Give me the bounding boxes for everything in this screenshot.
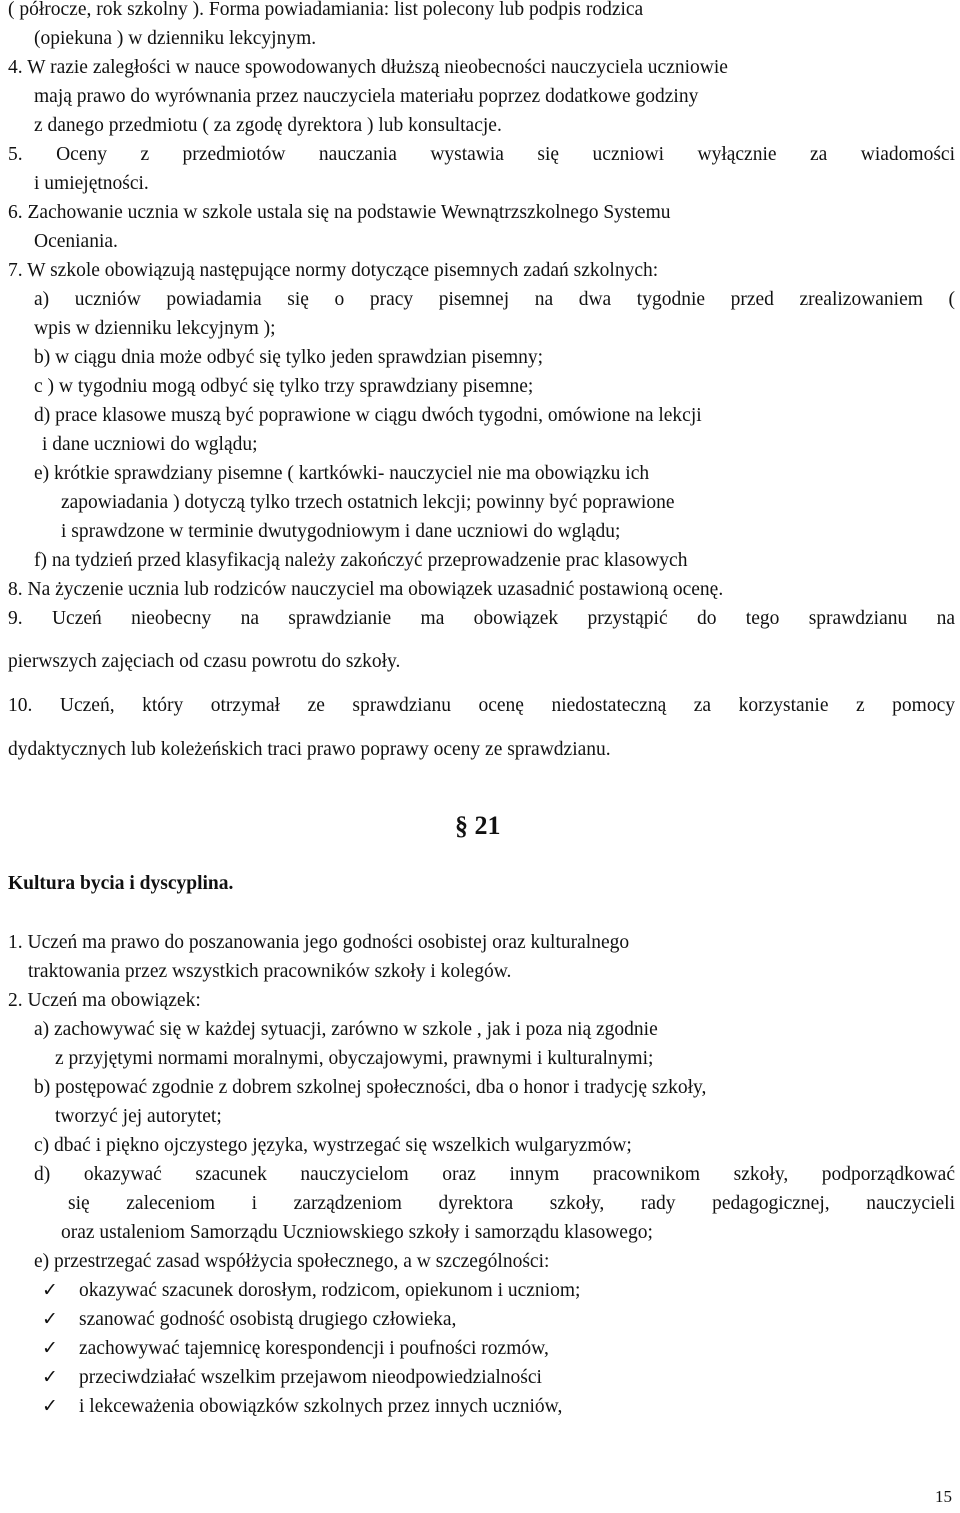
text-line: 5. Oceny z przedmiotów nauczania wystawia się uczniowi wyłącznie za wiadomości	[8, 144, 955, 165]
text-line: i sprawdzone w terminie dwutygodniowym i dane uczniowi do wglądu;	[61, 521, 621, 542]
text-line: ( półrocze, rok szkolny ). Forma powiadamiania: list polecony lub podpis rodzica	[8, 0, 644, 20]
text-line: Oceniania.	[34, 231, 118, 252]
check-mark-icon: ✓	[42, 1337, 58, 1359]
text-line: wpis w dzienniku lekcyjnym );	[34, 318, 276, 339]
text-line: c ) w tygodniu mogą odbyć się tylko trzy sprawdziany pisemne;	[34, 376, 534, 397]
text-line: d) prace klasowe muszą być poprawione w ciągu dwóch tygodni, omówione na lekcji	[34, 405, 702, 426]
text-line: 2. Uczeń ma obowiązek:	[8, 990, 201, 1011]
list-item: zachowywać tajemnicę korespondencji i poufności rozmów,	[79, 1338, 549, 1359]
text-line: c) dbać i piękno ojczystego języka, wystrzegać się wszelkich wulgaryzmów;	[34, 1135, 632, 1156]
text-line: e) przestrzegać zasad współżycia społecznego, a w szczególności:	[34, 1251, 550, 1272]
text-line: 1. Uczeń ma prawo do poszanowania jego godności osobistej oraz kulturalnego	[8, 932, 630, 953]
text-line: zapowiadania ) dotyczą tylko trzech ostatnich lekcji; powinny być poprawione	[61, 492, 675, 513]
list-item: przeciwdziałać wszelkim przejawom nieodpowiedzialności	[79, 1367, 542, 1388]
text-line: f) na tydzień przed klasyfikacją należy zakończyć przeprowadzenie prac klasowych	[34, 550, 688, 571]
text-line: (opiekuna ) w dzienniku lekcyjnym.	[34, 28, 317, 49]
text-line: i dane uczniowi do wglądu;	[42, 434, 258, 455]
check-mark-icon: ✓	[42, 1395, 58, 1417]
text-line: b) w ciągu dnia może odbyć się tylko jeden sprawdzian pisemny;	[34, 347, 544, 368]
text-line: a) zachowywać się w każdej sytuacji, zarówno w szkole , jak i poza nią zgodnie	[34, 1019, 658, 1040]
text-line: traktowania przez wszystkich pracowników szkoły i kolegów.	[28, 961, 512, 982]
text-line: 8. Na życzenie ucznia lub rodziców nauczyciel ma obowiązek uzasadnić postawioną ocenę.	[8, 579, 724, 600]
list-item: szanować godność osobistą drugiego człowieka,	[79, 1309, 457, 1330]
text-line: 7. W szkole obowiązują następujące normy dotyczące pisemnych zadań szkolnych:	[8, 260, 659, 281]
text-line: e) krótkie sprawdziany pisemne ( kartkówki- nauczyciel nie ma obowiązku ich	[34, 463, 650, 484]
text-line: oraz ustaleniom Samorządu Uczniowskiego szkoły i samorządu klasowego;	[61, 1222, 653, 1243]
text-line: pierwszych zajęciach od czasu powrotu do szkoły.	[8, 651, 401, 672]
text-line: dydaktycznych lub koleżeńskich traci prawo poprawy oceny ze sprawdzianu.	[8, 739, 611, 760]
text-line: d) okazywać szacunek nauczycielom oraz innym pracownikom szkoły, podporządkować	[34, 1164, 955, 1185]
text-line: z danego przedmiotu ( za zgodę dyrektora ) lub konsultacje.	[34, 115, 502, 136]
text-line: 9. Uczeń nieobecny na sprawdzianie ma obowiązek przystąpić do tego sprawdzianu na	[8, 608, 955, 629]
list-item: i lekceważenia obowiązków szkolnych przez innych uczniów,	[79, 1396, 563, 1417]
text-line: z przyjętymi normami moralnymi, obyczajowymi, prawnymi i kulturalnymi;	[55, 1048, 654, 1069]
text-line: mają prawo do wyrównania przez nauczyciela materiału poprzez dodatkowe godziny	[34, 86, 699, 107]
text-line: i umiejętności.	[34, 173, 149, 194]
list-item: okazywać szacunek dorosłym, rodzicom, opiekunom i uczniom;	[79, 1280, 581, 1301]
section-title: Kultura bycia i dyscyplina.	[8, 873, 234, 894]
text-line: 10. Uczeń, który otrzymał ze sprawdzianu ocenę niedostateczną za korzystanie z pomocy	[8, 695, 955, 716]
check-mark-icon: ✓	[42, 1366, 58, 1388]
section-number: § 21	[455, 811, 501, 840]
check-mark-icon: ✓	[42, 1308, 58, 1330]
check-mark-icon: ✓	[42, 1279, 58, 1301]
text-line: b) postępować zgodnie z dobrem szkolnej społeczności, dba o honor i tradycję szkoły,	[34, 1077, 707, 1098]
text-line: się zaleceniom i zarządzeniom dyrektora szkoły, rady pedagogicznej, nauczycieli	[68, 1193, 955, 1214]
text-line: 4. W razie zaległości w nauce spowodowanych dłuższą nieobecności nauczyciela uczniowie	[8, 57, 728, 78]
text-line: 6. Zachowanie ucznia w szkole ustala się na podstawie Wewnątrzszkolnego Systemu	[8, 202, 671, 223]
page-number: 15	[935, 1487, 952, 1506]
text-line: a) uczniów powiadamia się o pracy pisemnej na dwa tygodnie przed zrealizowaniem (	[34, 289, 955, 310]
text-line: tworzyć jej autorytet;	[55, 1106, 222, 1127]
